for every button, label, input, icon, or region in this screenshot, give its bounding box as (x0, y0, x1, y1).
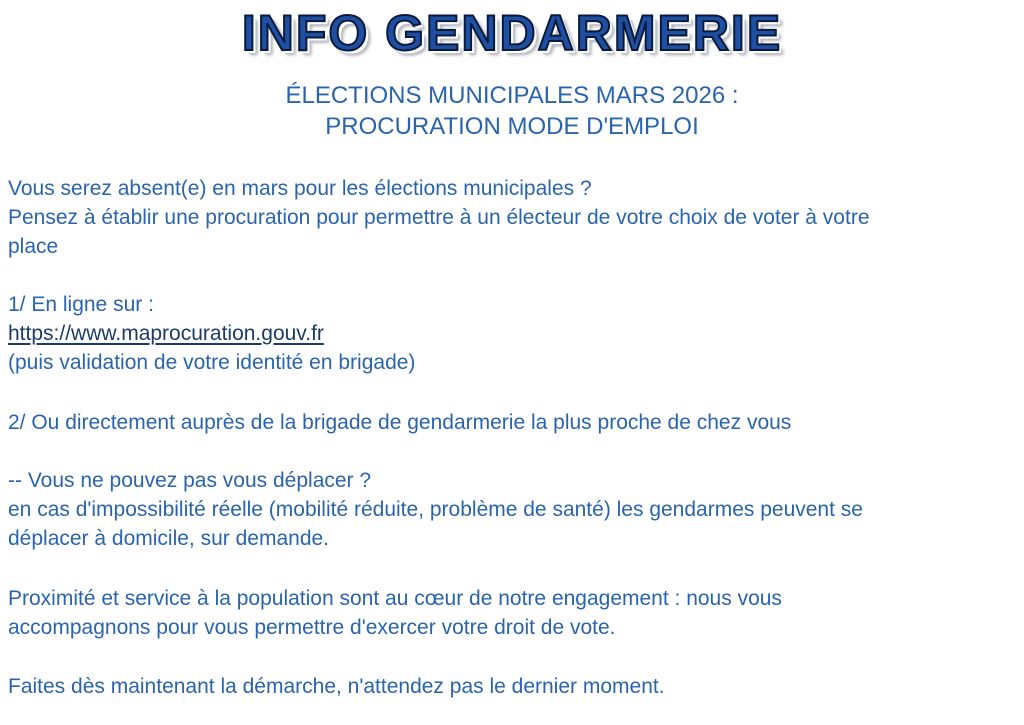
engagement-line-2: accompagnons pour vous permettre d'exercer votre droit de vote. (8, 616, 616, 639)
subtitle-line-2: PROCURATION MODE D'EMPLOI (325, 113, 699, 140)
option-online-heading: 1/ En ligne sur : (8, 293, 154, 316)
intro-line-1: Vous serez absent(e) en mars pour les élections municipales ? (8, 177, 592, 200)
option-online (8, 290, 1018, 377)
engagement-paragraph (8, 584, 1018, 642)
engagement-line-1: Proximité et service à la population sont au cœur de notre engagement : nous vous (8, 587, 782, 610)
home-visit-line-2: déplacer à domicile, sur demande. (8, 527, 330, 550)
home-visit-heading: -- Vous ne pouvez pas vous déplacer ? (8, 469, 372, 492)
banner-title: INFO GENDARMERIE (241, 5, 783, 61)
subtitle-line-1: ÉLECTIONS MUNICIPALES MARS 2026 : (285, 82, 739, 109)
intro-line-3: place (8, 235, 59, 258)
intro-paragraph (8, 174, 1018, 261)
closing-text: Faites dès maintenant la démarche, n'attendez pas le dernier moment. (8, 675, 665, 698)
option-online-note: (puis validation de votre identité en brigade) (8, 351, 416, 374)
option-brigade (8, 408, 1018, 437)
home-visit-paragraph (8, 466, 1018, 553)
subtitle (0, 80, 1024, 142)
intro-line-2: Pensez à établir une procuration pour permettre à un électeur de votre choix de voter à votre (8, 206, 870, 229)
closing-paragraph (8, 672, 1018, 701)
procuration-link[interactable]: https://www.maprocuration.gouv.fr (8, 322, 324, 345)
option-brigade-text: 2/ Ou directement auprès de la brigade de gendarmerie la plus proche de chez vous (8, 411, 792, 434)
home-visit-line-1: en cas d'impossibilité réelle (mobilité réduite, problème de santé) les gendarmes peuvent se (8, 498, 863, 521)
